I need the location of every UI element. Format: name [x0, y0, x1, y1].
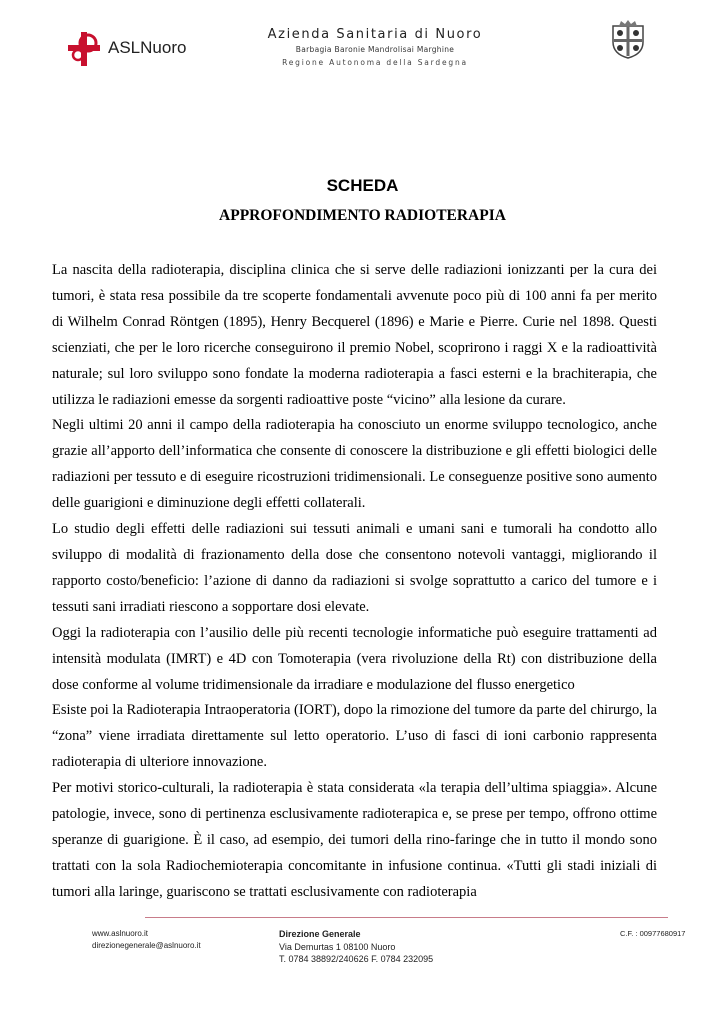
website-link[interactable]: www.aslnuoro.it — [92, 929, 149, 938]
paragraph: Oggi la radioterapia con l’ausilio delle più recenti tecnologie informatiche può eseguire trattamenti ad intensità modulata (IMRT) e 4D con Tomoterapia (vera rivoluzione della Rt) con distribuzione della dose conforme al volume tridimensionale da irradiare e modulazione del flusso energetico — [52, 624, 657, 693]
document-subtitle: APPROFONDIMENTO RADIOTERAPIA — [219, 207, 506, 224]
organization-header — [240, 27, 510, 67]
phone-line: T. 0784 38892/240626 F. 0784 232095 — [279, 954, 434, 964]
office-name: Direzione Generale — [279, 929, 361, 939]
footer-address — [279, 928, 433, 966]
document-title: SCHEDA — [326, 176, 399, 195]
org-title: Azienda Sanitaria di Nuoro — [267, 27, 483, 42]
logo-text: ASLNuoro — [108, 38, 187, 57]
tax-code: C.F. : 00977680917 — [620, 929, 686, 938]
document-body — [52, 258, 657, 906]
org-subtitle: Barbagia Baronie Mandrolisai Marghine — [295, 45, 455, 54]
paragraph: Per motivi storico-culturali, la radioterapia è stata considerata «la terapia dell’ultima spiaggia». Alcune patologie, invece, sono di pertinenza esclusivamente radioterapica e, se prese per tempo, offrono ottime speranze di guarigione. È il caso, ad esempio, dei tumori della rino-faringe che in tutto il mondo sono trattati con la sola Radiochemioterapia concomitante in infusione continua. «Tutti gli stadi iniziali di tumori alla laringe, guariscono se trattati esclusivamente con radioterapia — [52, 780, 657, 900]
address-line: Via Demurtas 1 08100 Nuoro — [279, 941, 396, 952]
paragraph: Lo studio degli effetti delle radiazioni sui tessuti animali e umani sani e tumorali ha condotto allo sviluppo di modalità di frazionamento della dose che consentono notevoli vantaggi, migliorando il rapporto costo/beneficio: l’azione di danno da radiazioni si svolge soprattutto a carico del tumore e i tessuti sani irradiati riescono a sopportare dosi elevate. — [52, 521, 657, 615]
asl-cross-icon — [66, 30, 104, 68]
sardinia-crest-icon — [609, 20, 647, 60]
footer-divider — [145, 917, 668, 918]
paragraph: La nascita della radioterapia, disciplina clinica che si serve delle radiazioni ionizzanti per la cura dei tumori, è stata resa possibile da tre scoperte fondamentali avvenute poco più di 100 anni fa per merito di Wilhelm Conrad Röntgen (1895), Henry Becquerel (1896) e Marie e Pierre. Curie nel 1898. Questi scienziati, che per le loro ricerche conseguirono il premio Nobel, scoprirono i raggi X e la radioattività naturale; sul loro sviluppo sono fondate la moderna radioterapia a fasci esterni e la brachiterapia, che utilizza le radiazioni emesse da sorgenti radioattive poste “vicino” alla lesione da curare. — [52, 262, 657, 408]
footer-contacts — [92, 928, 201, 952]
paragraph: Esiste poi la Radioterapia Intraoperatoria (IORT), dopo la rimozione del tumore da parte del chirurgo, la “zona” viene irradiata direttamente sul letto operatorio. L’uso di fasci di ioni carbonio rappresenta radioterapia di ulteriore innovazione. — [52, 702, 657, 771]
org-region: Regione Autonoma della Sardegna — [282, 58, 468, 67]
paragraph: Negli ultimi 20 anni il campo della radioterapia ha conosciuto un enorme sviluppo tecnologico, anche grazie all’apporto dell’informatica che consente di conoscere la distribuzione e gli effetti biologici delle radiazioni per tessuto e di eseguire ricostruzioni tridimensionali. Le conseguenze positive sono aumento delle guarigioni e diminuzione degli effetti collaterali. — [52, 417, 657, 512]
email-link[interactable]: direzionegenerale@aslnuoro.it — [92, 941, 201, 950]
asl-logo — [66, 30, 186, 68]
